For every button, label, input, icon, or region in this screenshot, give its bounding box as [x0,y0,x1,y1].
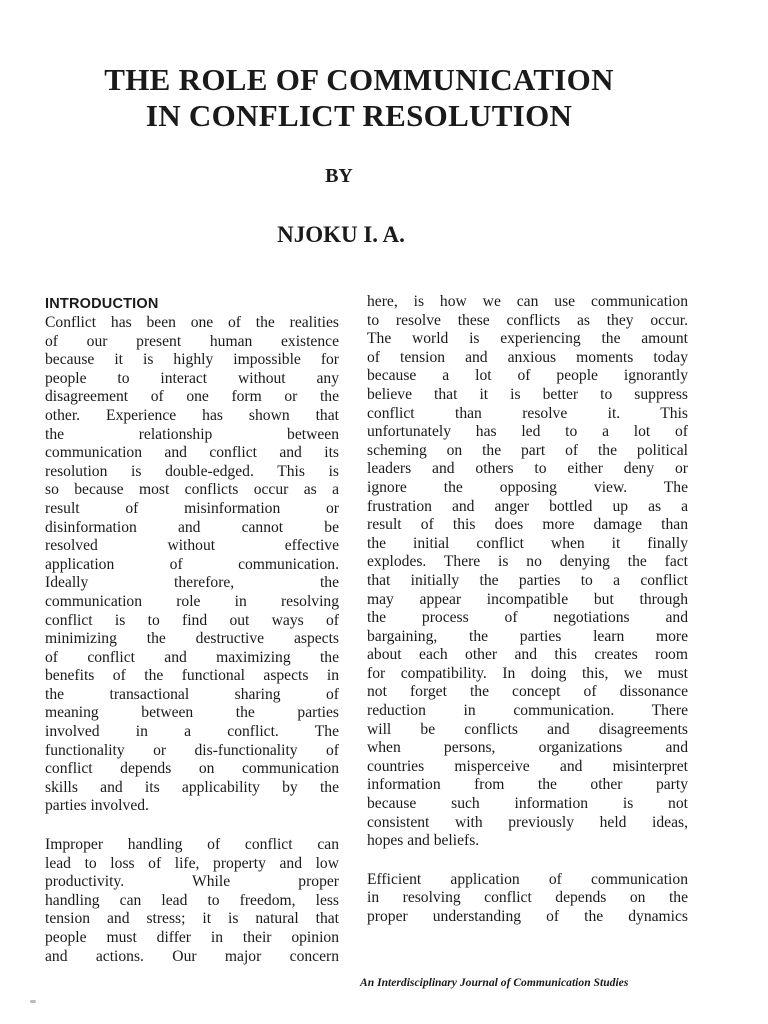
paragraph-gap [367,851,688,871]
text-line: tension and stress; it is natural that [45,910,339,928]
text-line: because a lot of people ignorantly [367,367,688,385]
text-line: leaders and others to either deny or [367,460,688,478]
text-line: result of this does more damage than [367,516,688,534]
text-line: meaning between the parties [45,704,339,722]
left-column [45,294,339,966]
paragraph [45,836,339,966]
text-line: when persons, organizations and [367,739,688,757]
text-line: in resolving conflict depends on the [367,889,688,907]
text-line: countries misperceive and misinterpret [367,757,688,775]
text-line: because it is highly impossible for [45,351,339,369]
text-line: other. Experience has shown that [45,406,339,424]
text-line: for compatibility. In doing this, we must [367,664,688,682]
title-line: IN CONFLICT RESOLUTION [145,98,573,133]
paragraph [45,314,339,816]
text-line: communication role in resolving [45,592,339,610]
text-line: functionality or dis-functionality of [45,741,339,759]
text-line: minimizing the destructive aspects [45,630,339,648]
text-line: information from the other party [367,776,688,794]
text-line: will be conflicts and disagreements [367,720,688,738]
text-line: ignore the opposing view. The [367,478,688,496]
title-line: THE ROLE OF COMMUNICATION [104,62,614,97]
byline-label: BY [325,165,353,187]
text-line: benefits of the functional aspects in [45,667,339,685]
author-name: NJOKU I. A. [277,222,405,247]
text-line: hopes and beliefs. [367,832,480,850]
text-line: of tension and anxious moments today [367,348,688,366]
text-line: the initial conflict when it finally [367,534,688,552]
text-line: Improper handling of conflict can [45,836,339,854]
text-line: about each other and this creates room [367,646,688,664]
paragraph-gap [45,816,339,836]
text-line: disinformation and cannot be [45,518,339,536]
text-line: Ideally therefore, the [45,574,339,592]
text-line: because such information is not [367,795,688,813]
text-line: here, is how we can use communication [367,293,688,310]
text-line: people to interact without any [45,369,339,387]
text-line: handling can lead to freedom, less [45,891,339,909]
paragraph [367,871,688,927]
text-line: conflict is to find out ways of [45,611,339,629]
text-line: proper understanding of the dynamics [367,908,688,925]
text-line: parties involved. [45,797,149,815]
text-line: and actions. Our major concern [45,947,339,965]
text-line: Efficient application of communication [367,870,688,888]
text-line: unfortunately has led to a lot of [367,423,688,441]
section-heading: INTRODUCTION [45,296,159,312]
article-title [0,62,718,134]
text-line: to resolve these conflicts as they occur. [367,311,688,329]
text-line: involved in a conflict. The [45,723,339,741]
text-line: resolved without effective [45,537,339,555]
text-line: Conflict has been one of the realities [45,314,339,331]
right-column [367,293,688,927]
text-line: application of communication. [45,555,339,573]
text-line: skills and its applicability by the [45,778,339,796]
text-line: explodes. There is no denying the fact [367,553,688,571]
text-line: that initially the parties to a conflict [367,571,688,589]
text-line: The world is experiencing the amount [367,330,688,348]
text-line: conflict than resolve it. This [367,404,688,422]
text-line: frustration and anger bottled up as a [367,497,688,515]
paragraph [367,293,688,851]
text-line: disagreement of one form or the [45,388,339,406]
text-line: result of misinformation or [45,499,339,517]
text-line: conflict depends on communication [45,760,339,778]
text-line: of our present human existence [45,332,339,350]
scan-speck [30,1000,36,1003]
text-line: lead to loss of life, property and low [45,854,339,872]
text-line: of conflict and maximizing the [45,648,339,666]
text-line: scheming on the part of the political [367,441,688,459]
text-line: so because most conflicts occur as a [45,481,339,499]
text-line: may appear incompatible but through [367,590,688,608]
text-line: bargaining, the parties learn more [367,627,688,645]
text-line: believe that it is better to suppress [367,385,688,403]
text-line: people must differ in their opinion [45,929,339,946]
text-line: consistent with previously held ideas, [367,813,688,831]
text-line: not forget the concept of dissonance [367,683,688,701]
text-line: resolution is double-edged. This is [45,462,339,480]
text-line: productivity. While proper [45,873,339,891]
text-line: the transactional sharing of [45,685,339,703]
text-line: reduction in communication. There [367,702,688,720]
text-line: communication and conflict and its [45,444,339,462]
journal-footer: An Interdisciplinary Journal of Communication Studies [360,976,629,989]
text-line: the process of negotiations and [367,609,688,627]
text-line: the relationship between [45,425,339,443]
